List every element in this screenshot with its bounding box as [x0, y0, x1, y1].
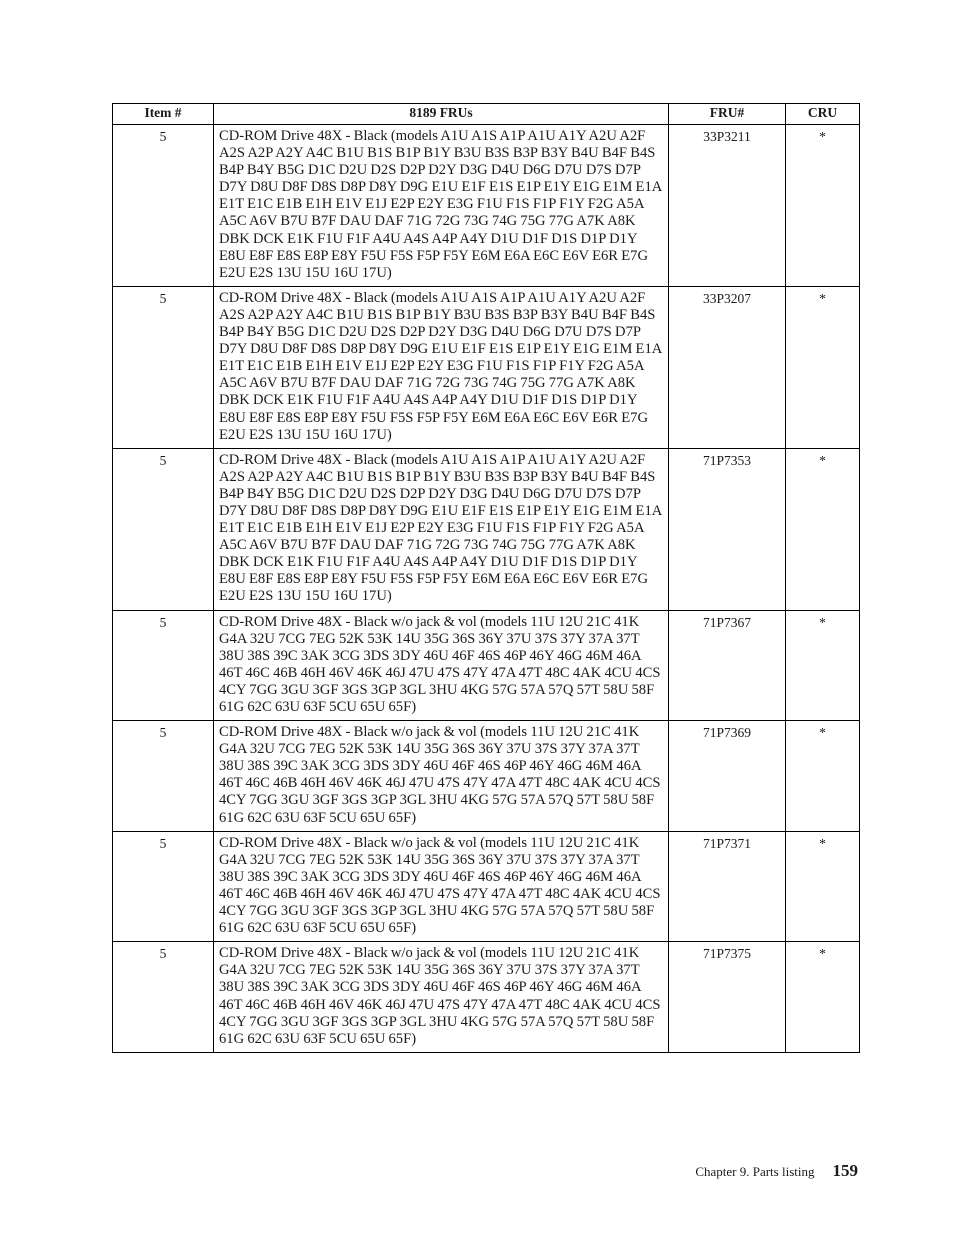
parts-table [112, 103, 860, 1053]
cru-cell: * [786, 942, 860, 1053]
fru-cell: 33P3211 [669, 125, 786, 287]
table-row [113, 721, 860, 832]
cru-cell: * [786, 610, 860, 721]
page-footer [695, 1161, 858, 1181]
table-row [113, 942, 860, 1053]
fru-cell: 71P7371 [669, 831, 786, 942]
cru-cell: * [786, 125, 860, 287]
description-cell: CD-ROM Drive 48X - Black (models A1U A1S A1P A1U A1Y A2U A2F A2S A2P A2Y A4C B1U B1S B1P B1Y B3U B3S B3P B3Y B4U B4F B4S B4P B4Y B5G D1C D2U D2S D2P D2Y D3G D4U D6G D7U D7S D7P D7Y D8U D8F D8S D8P D8Y D9G E1U E1F E1S E1P E1Y E1G E1M E1A E1T E1C E1B E1H E1V E1J E2P E2Y E3G F1U F1S F1P F1Y F2G A5A A5C A6V B7U B7F DAU DAF 71G 72G 73G 74G 75G 77G A7K A8K DBK DCK E1K F1U F1F A4U A4S A4P A4Y D1U D1F D1S D1P D1Y E8U E8F E8S E8P E8Y F5U F5S F5P F5Y E6M E6A E6C E6V E6R E7G E2U E2S 13U 15U 16U 17U) [214, 448, 669, 610]
description-cell: CD-ROM Drive 48X - Black w/o jack & vol (models 11U 12U 21C 41K G4A 32U 7CG 7EG 52K 53K 14U 35G 36S 36Y 37U 37S 37Y 37A 37T 38U 38S 39C 3AK 3CG 3DS 3DY 46U 46F 46S 46P 46Y 46G 46M 46A 46T 46C 46B 46H 46V 46K 46J 47U 47S 47Y 47A 47T 48C 4AK 4CU 4CS 4CY 7GG 3GU 3GF 3GS 3GP 3GL 3HU 4KG 57G 57A 57Q 57T 58U 58F 61G 62C 63U 63F 5CU 65U 65F) [214, 942, 669, 1053]
fru-cell: 71P7367 [669, 610, 786, 721]
table-row [113, 831, 860, 942]
item-cell: 5 [113, 942, 214, 1053]
cru-cell: * [786, 831, 860, 942]
fru-cell: 71P7369 [669, 721, 786, 832]
item-cell: 5 [113, 610, 214, 721]
cru-cell: * [786, 448, 860, 610]
header-frus: 8189 FRUs [214, 104, 669, 125]
item-cell: 5 [113, 286, 214, 448]
description-cell: CD-ROM Drive 48X - Black w/o jack & vol (models 11U 12U 21C 41K G4A 32U 7CG 7EG 52K 53K 14U 35G 36S 36Y 37U 37S 37Y 37A 37T 38U 38S 39C 3AK 3CG 3DS 3DY 46U 46F 46S 46P 46Y 46G 46M 46A 46T 46C 46B 46H 46V 46K 46J 47U 47S 47Y 47A 47T 48C 4AK 4CU 4CS 4CY 7GG 3GU 3GF 3GS 3GP 3GL 3HU 4KG 57G 57A 57Q 57T 58U 58F 61G 62C 63U 63F 5CU 65U 65F) [214, 831, 669, 942]
table-header-row [113, 104, 860, 125]
table-row [113, 448, 860, 610]
description-cell: CD-ROM Drive 48X - Black w/o jack & vol (models 11U 12U 21C 41K G4A 32U 7CG 7EG 52K 53K 14U 35G 36S 36Y 37U 37S 37Y 37A 37T 38U 38S 39C 3AK 3CG 3DS 3DY 46U 46F 46S 46P 46Y 46G 46M 46A 46T 46C 46B 46H 46V 46K 46J 47U 47S 47Y 47A 47T 48C 4AK 4CU 4CS 4CY 7GG 3GU 3GF 3GS 3GP 3GL 3HU 4KG 57G 57A 57Q 57T 58U 58F 61G 62C 63U 63F 5CU 65U 65F) [214, 610, 669, 721]
fru-cell: 71P7353 [669, 448, 786, 610]
item-cell: 5 [113, 721, 214, 832]
page-number: 159 [832, 1161, 858, 1180]
item-cell: 5 [113, 125, 214, 287]
item-cell: 5 [113, 448, 214, 610]
cru-cell: * [786, 286, 860, 448]
table-row [113, 125, 860, 287]
description-cell: CD-ROM Drive 48X - Black (models A1U A1S A1P A1U A1Y A2U A2F A2S A2P A2Y A4C B1U B1S B1P B1Y B3U B3S B3P B3Y B4U B4F B4S B4P B4Y B5G D1C D2U D2S D2P D2Y D3G D4U D6G D7U D7S D7P D7Y D8U D8F D8S D8P D8Y D9G E1U E1F E1S E1P E1Y E1G E1M E1A E1T E1C E1B E1H E1V E1J E2P E2Y E3G F1U F1S F1P F1Y F2G A5A A5C A6V B7U B7F DAU DAF 71G 72G 73G 74G 75G 77G A7K A8K DBK DCK E1K F1U F1F A4U A4S A4P A4Y D1U D1F D1S D1P D1Y E8U E8F E8S E8P E8Y F5U F5S F5P F5Y E6M E6A E6C E6V E6R E7G E2U E2S 13U 15U 16U 17U) [214, 125, 669, 287]
header-cru: CRU [786, 104, 860, 125]
description-cell: CD-ROM Drive 48X - Black w/o jack & vol (models 11U 12U 21C 41K G4A 32U 7CG 7EG 52K 53K 14U 35G 36S 36Y 37U 37S 37Y 37A 37T 38U 38S 39C 3AK 3CG 3DS 3DY 46U 46F 46S 46P 46Y 46G 46M 46A 46T 46C 46B 46H 46V 46K 46J 47U 47S 47Y 47A 47T 48C 4AK 4CU 4CS 4CY 7GG 3GU 3GF 3GS 3GP 3GL 3HU 4KG 57G 57A 57Q 57T 58U 58F 61G 62C 63U 63F 5CU 65U 65F) [214, 721, 669, 832]
description-cell: CD-ROM Drive 48X - Black (models A1U A1S A1P A1U A1Y A2U A2F A2S A2P A2Y A4C B1U B1S B1P B1Y B3U B3S B3P B3Y B4U B4F B4S B4P B4Y B5G D1C D2U D2S D2P D2Y D3G D4U D6G D7U D7S D7P D7Y D8U D8F D8S D8P D8Y D9G E1U E1F E1S E1P E1Y E1G E1M E1A E1T E1C E1B E1H E1V E1J E2P E2Y E3G F1U F1S F1P F1Y F2G A5A A5C A6V B7U B7F DAU DAF 71G 72G 73G 74G 75G 77G A7K A8K DBK DCK E1K F1U F1F A4U A4S A4P A4Y D1U D1F D1S D1P D1Y E8U E8F E8S E8P E8Y F5U F5S F5P F5Y E6M E6A E6C E6V E6R E7G E2U E2S 13U 15U 16U 17U) [214, 286, 669, 448]
item-cell: 5 [113, 831, 214, 942]
fru-cell: 33P3207 [669, 286, 786, 448]
cru-cell: * [786, 721, 860, 832]
header-fru-number: FRU# [669, 104, 786, 125]
header-item: Item # [113, 104, 214, 125]
chapter-label: Chapter 9. Parts listing [695, 1164, 815, 1179]
fru-cell: 71P7375 [669, 942, 786, 1053]
table-row [113, 610, 860, 721]
table-row [113, 286, 860, 448]
